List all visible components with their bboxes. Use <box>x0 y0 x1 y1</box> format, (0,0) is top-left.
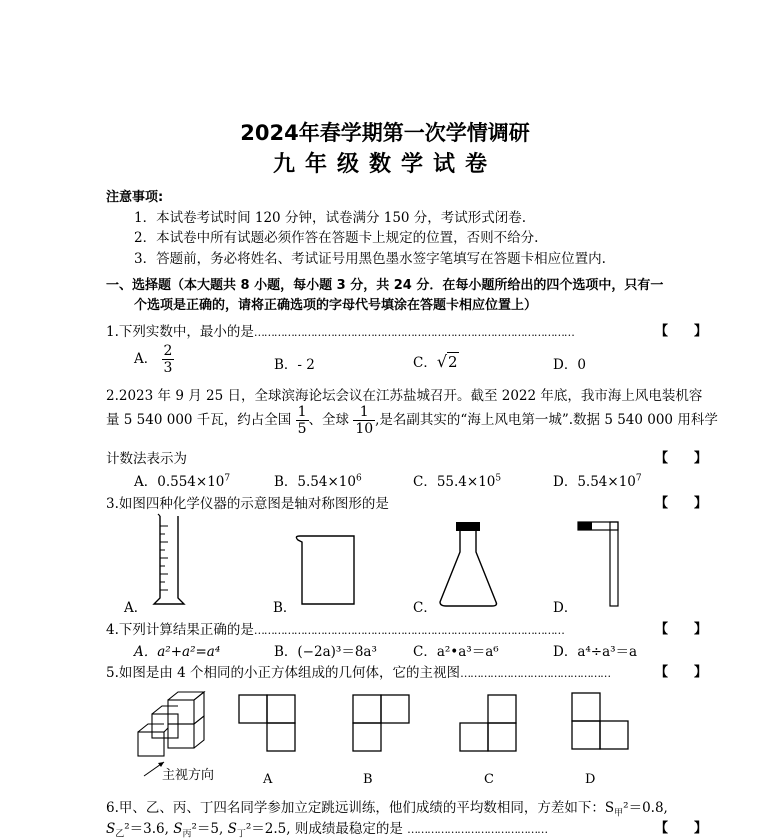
q3-option-b: B． <box>273 600 297 616</box>
q3-option-d: D． <box>553 600 578 616</box>
denominator: 5 <box>297 421 307 437</box>
text: ,是名副其实的“海上风电第一城”.数据 5 540 000 用科学 <box>375 412 718 428</box>
view-direction-label: 主视方向 <box>162 768 215 783</box>
denominator: 3 <box>163 360 173 376</box>
q5-view-c <box>459 694 519 754</box>
q2-option-d <box>553 470 642 490</box>
subscript: 乙 <box>115 829 125 840</box>
value: ²＝5, <box>191 821 224 837</box>
variance-symbol: S <box>106 821 116 837</box>
q5-option-d-label: D <box>585 772 596 787</box>
question-1-stem <box>106 320 574 340</box>
subscript: 丁 <box>236 829 246 840</box>
q4-option-d: D．a⁴÷a³＝a <box>553 644 638 660</box>
value: ²＝2.5, <box>245 821 291 837</box>
fraction <box>162 343 175 376</box>
text: 、全球 <box>308 412 350 428</box>
exponent: 5 <box>495 473 502 484</box>
text: B．5.54×10 <box>274 474 356 490</box>
q4-option-a: A．a²+a²=a⁴ <box>134 644 221 660</box>
fraction <box>296 404 309 437</box>
answer-bracket-q1: 【 】 <box>655 324 708 339</box>
q1-option-b: B．- 2 <box>274 357 315 373</box>
page-subtitle: 九年级数学试卷 <box>272 152 497 177</box>
value: ²＝3.6, <box>124 821 169 837</box>
text: 量 5 540 000 千瓦，约占全国 <box>106 412 292 428</box>
graduated-cylinder-figure <box>150 512 190 608</box>
flask-figure <box>434 518 504 610</box>
value: ²＝0.8, <box>623 800 668 816</box>
text: 6.甲、乙、丙、丁四名同学参加立定跳远训练，他们成绩的平均数相同，方差如下：S <box>106 800 615 816</box>
numerator: 1 <box>353 404 375 421</box>
q1-option-d: D．0 <box>553 357 586 373</box>
q4-option-c: C．a²•a³＝a⁶ <box>413 644 499 660</box>
q3-option-a: A． <box>124 600 148 616</box>
section-heading-line1: 一、选择题（本大题共 8 小题，每小题 3 分，共 24 分．在每小题所给出的四个选项中，只有一 <box>106 278 664 293</box>
q1-option-c <box>413 351 459 371</box>
q2-option-a <box>134 470 230 490</box>
q5-option-c-label: C <box>484 772 494 787</box>
sqrt-icon: √ <box>436 352 448 371</box>
text: D．5.54×10 <box>553 474 636 490</box>
question-2-line2 <box>106 404 718 437</box>
section-heading-line2: 个选项是正确的，请将正确选项的字母代号填涂在答题卡相应位置上） <box>134 298 538 313</box>
leader-dots: …………………………………………………………………………………… <box>253 326 574 339</box>
answer-bracket-q6: 【 】 <box>655 821 708 836</box>
exponent: 7 <box>224 473 231 484</box>
bent-tube-figure <box>574 520 624 610</box>
answer-bracket-q3: 【 】 <box>655 496 708 511</box>
variance-symbol: S <box>173 821 183 837</box>
notice-item-1: 1．本试卷考试时间 120 分钟，试卷满分 150 分，考试形式闭卷. <box>134 210 527 226</box>
question-2-line1: 2.2023 年 9 月 25 日，全球滨海论坛会议在江苏盐城召开。截至 2022 年底，我市海上风电装机容 <box>106 388 703 404</box>
page-title: 2024年春学期第一次学情调研 <box>240 121 530 145</box>
beaker-figure <box>292 532 358 608</box>
fraction <box>353 404 375 437</box>
notice-heading: 注意事项: <box>106 190 164 205</box>
denominator: 10 <box>355 421 374 437</box>
question-2-line3: 计数法表示为 <box>106 451 187 467</box>
q3-option-c: C． <box>413 600 437 616</box>
q4-option-b: B．(−2a)³＝8a³ <box>274 644 377 660</box>
question-4-stem <box>106 618 564 638</box>
numerator: 2 <box>163 343 173 359</box>
subscript: 甲 <box>614 808 624 819</box>
leader-dots: ……………………………………… <box>460 667 611 680</box>
notice-item-3: 3．答题前，务必将姓名、考试证号用黑色墨水签字笔填写在答题卡相应位置内. <box>134 251 606 267</box>
question-3-stem: 3.如图四种化学仪器的示意图是轴对称图形的是 <box>106 496 389 512</box>
option-label: A． <box>134 351 158 367</box>
numerator: 1 <box>297 404 307 420</box>
text: 5.如图是由 4 个相同的小正方体组成的几何体，它的主视图 <box>106 665 461 681</box>
text: C．55.4×10 <box>413 474 496 490</box>
exponent: 6 <box>355 473 362 484</box>
answer-bracket-q2: 【 】 <box>655 451 708 466</box>
subscript: 丙 <box>182 829 192 840</box>
answer-bracket-q4: 【 】 <box>655 622 708 637</box>
leader-dots: …………………………………… <box>407 823 548 836</box>
notice-item-2: 2．本试卷中所有试题必须作答在答题卡上规定的位置，否则不给分. <box>134 230 539 246</box>
q5-option-a-label: A <box>263 772 273 787</box>
text: 4.下列计算结果正确的是 <box>106 622 254 638</box>
question-5-stem <box>106 661 610 681</box>
question-6-line1 <box>106 796 668 819</box>
q5-view-b <box>352 694 412 754</box>
answer-bracket-q5: 【 】 <box>655 665 708 680</box>
variance-symbol: S <box>227 821 237 837</box>
q5-view-a <box>238 694 298 754</box>
q2-option-c <box>413 470 501 490</box>
q5-option-b-label: B <box>363 772 373 787</box>
option-label: C． <box>413 355 437 371</box>
leader-dots: ………………………………………………………………………………… <box>253 624 564 637</box>
question-6-line2 <box>106 817 547 840</box>
radicand: 2 <box>448 353 458 371</box>
question-1-text: 1.下列实数中，最小的是 <box>106 324 254 340</box>
q5-view-d <box>571 692 631 752</box>
text: 则成绩最稳定的是 <box>294 821 403 837</box>
exponent: 7 <box>635 473 642 484</box>
text: A．0.554×10 <box>134 474 225 490</box>
q1-option-a <box>134 343 174 376</box>
q2-option-b <box>274 470 362 490</box>
